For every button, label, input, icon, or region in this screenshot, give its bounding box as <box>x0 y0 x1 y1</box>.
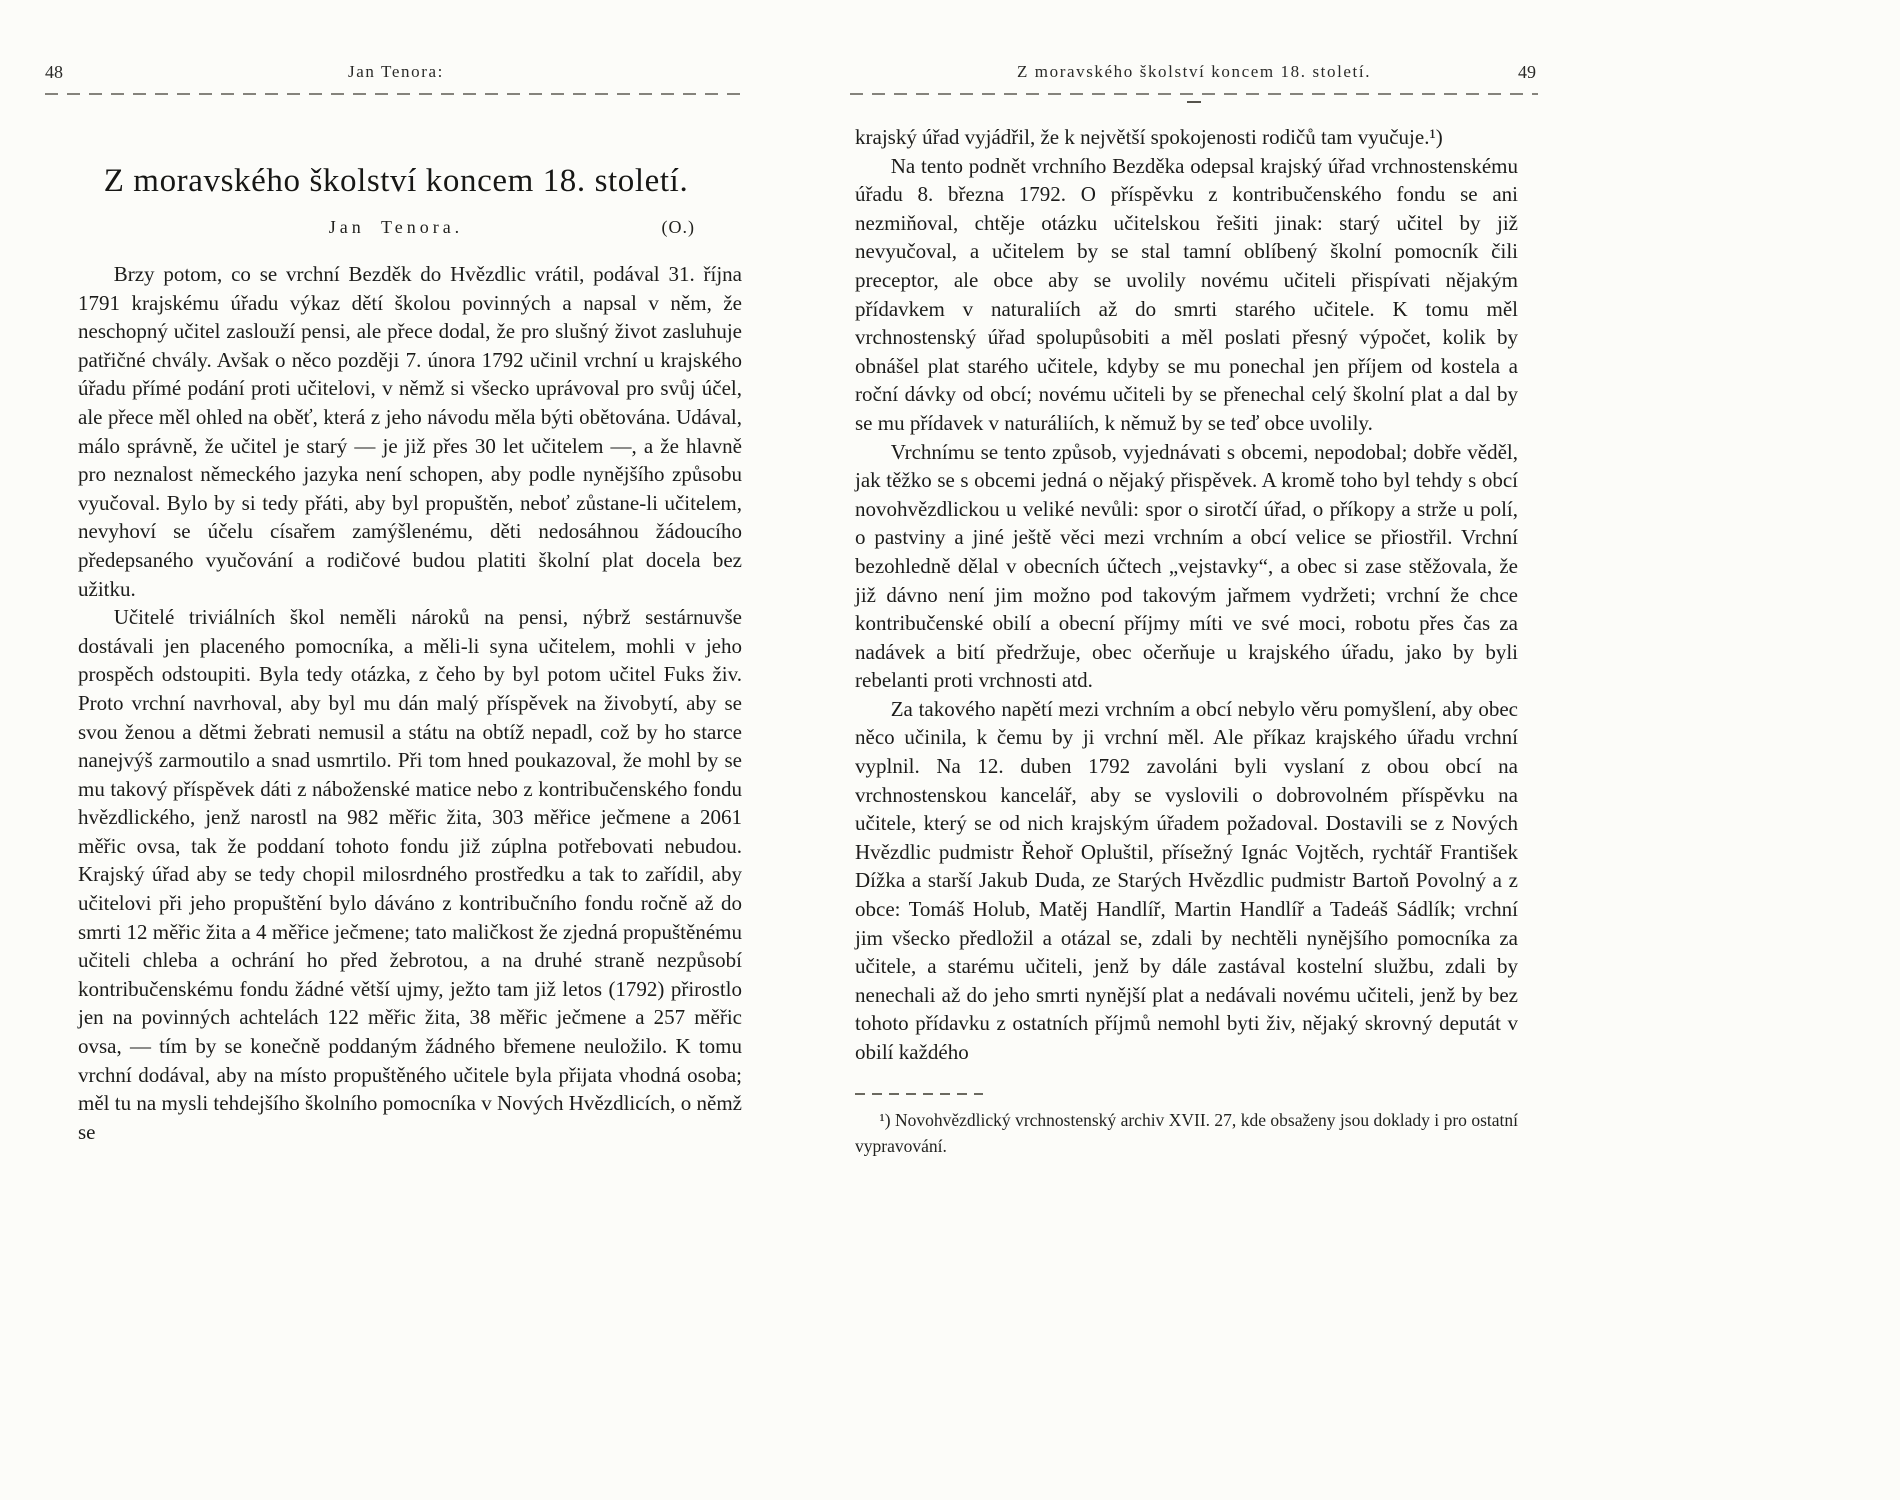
page-left-body <box>78 260 742 1146</box>
article-title: Z moravského školství koncem 18. století. <box>103 163 689 199</box>
running-title-right: Z moravského školství koncem 18. století. <box>1016 62 1372 81</box>
running-title-left: Jan Tenora: <box>348 62 444 81</box>
header-rule-left <box>45 93 747 95</box>
paragraph-continuation: krajský úřad vyjádřil, že k největší spokojenosti rodičů tam vyučuje.¹) <box>855 125 1443 149</box>
page-right-header <box>850 62 1538 88</box>
page-right <box>850 62 1538 1159</box>
article-author-note: (O.) <box>661 217 695 237</box>
page-number-left: 48 <box>45 62 63 82</box>
page-number-right: 49 <box>1518 62 1536 82</box>
footnote-rule <box>855 1093 983 1095</box>
paragraph: Brzy potom, co se vrchní Bezděk do Hvězdlic vrátil, podával 31. října 1791 krajskému úřadu výkaz dětí školou povinných a napsal v něm, že neschopný učitel zaslouží pensi, ale přece dodal, že pro slušný život zasluhuje patřičné chvály. Avšak o něco později 7. února 1792 učinil vrchní u krajského úřadu přímé podání proti učitelovi, v němž si všecko uprávoval pro svůj účel, ale přece měl ohled na oběť, která z jeho návodu měla býti obětována. Udával, málo správně, že učitel je starý — je již přes 30 let učitelem —, a že hlavně pro neznalost německého jazyka není schopen, aby podle nynějšího způsobu vyučoval. Bylo by si tedy přáti, aby byl propuštěn, neboť zůstane-li učitelem, nevyhoví se účelu císařem zamýšlenému, děti nedosáhnou žádoucího předepsaného vyučování a rodičové budou platiti školní plat docela bez užitku. <box>78 262 742 601</box>
footnote-text: ¹) Novohvězdlický vrchnostenský archiv XVII. 27, kde obsaženy jsou doklady i pro ostatní vypravování. <box>855 1109 1518 1156</box>
paragraph: Vrchnímu se tento způsob, vyjednávati s obcemi, nepodobal; dobře věděl, jak těžko se s obcemi jedná o nějaký přispěvek. A kromě toho byl tehdy s obcí novohvězdlickou u veliké nevůli: spor o sirotčí úřad, o příkopy a strže u polí, o pastviny a jiné ještě věci mezi vrchním a obcí velice se přiostřil. Vrchní bezohledně dělal v obecních účtech „vejstavky“, a obec si zase stěžovala, že již dávno není jim možno pod takovým jařmem vydržeti; vrchní že chce kontribučenské obilí a obecní příjmy míti ve své moci, robotu přes čas za nadávek a bití předržuje, obec očerňuje u krajského úřadu, jako by byli rebelanti proti vrchnosti atd. <box>855 439 1518 693</box>
footnote-block <box>855 1093 1518 1160</box>
header-center-dash <box>1187 101 1201 103</box>
page-right-body <box>855 123 1518 1067</box>
byline <box>45 217 747 238</box>
paragraph: Učitelé triviálních škol neměli nároků na pensi, nýbrž sestárnuvše dostávali jen placeného pomocníka, a měli-li syna učitelem, mohli v jeho prospěch odstoupiti. Byla tedy otázka, z čeho by byl potom učitel Fuks živ. Proto vrchní navrhoval, aby byl mu dán malý příspěvek na živobytí, aby se svou ženou a dětmi žebrati nemusil a státu na obtíž nepadl, což by ho starce nanejvýš zarmoutilo a snad usmrtilo. Při tom hned poukazoval, že mohl by se mu takový příspěvek dáti z náboženské matice nebo z kontribučenského fondu hvězdlického, jenž narostl na 982 měřic žita, 303 měřice ječmene a 2061 měřic ovsa, tak že poddaní tohoto fondu již zúplna potřebovati nebudou. Krajský úřad aby se tedy chopil milosrdného prostředku a tak to zařídil, aby učitelovi při jeho propuštění bylo dáváno z kontribučního fondu ročně až do smrti 12 měřic žita a 4 měřice ječmene; tato maličkost že zjedná propuštěnému učiteli chleba a ochrání ho před žebrotou, a na druhé straně nezpůsobí kontribučenskému fondu žádné větší ujmy, ježto tam již letos (1792) přirostlo jen na povinných achtelách 122 měřic žita, 38 měřic ječmene a 257 měřic ovsa, — tím by se konečně poddaným žádného břemene neuložilo. K tomu vrchní dodával, aby na místo propuštěného učitele byla přijata vhodná osoba; měl tu na mysli tehdejšího školního pomocníka v Nových Hvězdlicích, o němž se <box>78 605 742 1144</box>
header-rule-right <box>850 93 1538 95</box>
page-left-header <box>45 62 747 88</box>
paragraph: Na tento podnět vrchního Bezděka odepsal krajský úřad vrchnostenskému úřadu 8. března 1792. O příspěvku z kontribučenského fondu se ani nezmiňoval, chtěje otázku učitelskou řešiti jinak: starý učitel by již nevyučoval, a učitelem by se stal tamní oblíbený školní pomocník čili preceptor, ale obce aby se uvolily novému učiteli přispívati nějakým přídavkem v naturaliích až do smrti starého učitele. K tomu měl vrchnostenský úřad spolupůsobiti a měl poslati přesný výpočet, kolik by obnášel plat starého učitele, kdyby se mu ponechal jen příjem od kostela a roční dávky od obcí; novému učiteli by se přenechal celý školní plat a dal by se mu přídavek v naturáliích, k němuž by se teď obce uvolily. <box>855 153 1518 435</box>
paragraph: Za takového napětí mezi vrchním a obcí nebylo věru pomyšlení, aby obec něco učinila, k čemu by ji vrchní měl. Ale příkaz krajského úřadu vrchní vyplnil. Na 12. duben 1792 zavoláni byli vyslaní z obou obcí na vrchnostenskou kancelář, aby se vyslovili o dobrovolném příspěvku na učitele, který se od nich krajským úřadem požadoval. Dostavili se z Nových Hvězdlic pudmistr Řehoř Opluštil, přísežný Ignác Vojtěch, rychtář František Dížka a starší Jakub Duda, ze Starých Hvězdlic pudmistr Bartoň Povolný a z obce: Tomáš Holub, Matěj Handlíř, Martin Handlíř a Tadeáš Sádlík; vrchní jim všecko předložil a otázal se, zdali by nechtěli nynějšího pomocníka za učitele, a starému učiteli, jenž by dále zastával kostelní službu, zdali by nenechali až do jeho smrti nynější plat a nedávali novému učiteli, jenž by bez tohoto přídavku z ostatních příjmů nemohl byti živ, nějaký skrovný deputát v obilí každého <box>855 696 1518 1064</box>
article-author: Jan Tenora. <box>328 217 464 237</box>
page-left <box>45 62 747 1146</box>
